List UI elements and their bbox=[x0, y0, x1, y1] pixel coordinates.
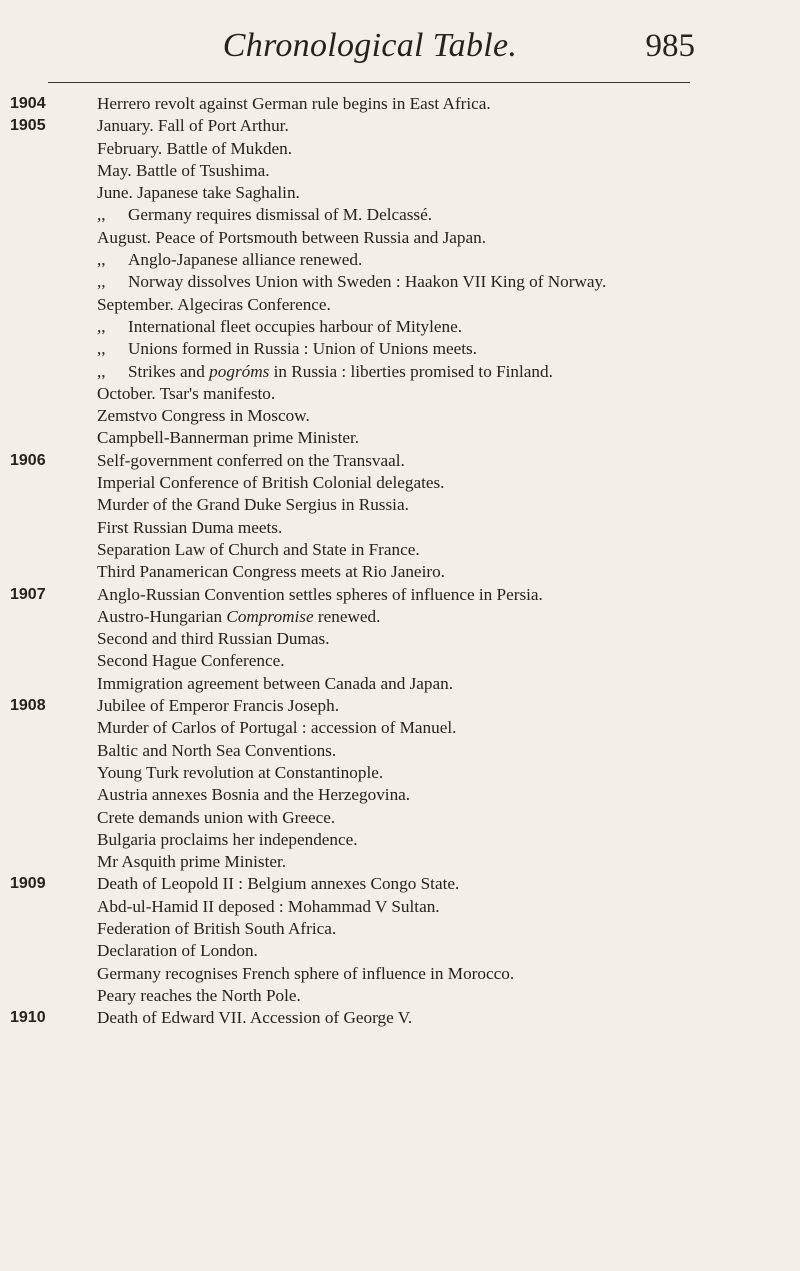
entry-text bbox=[97, 361, 553, 383]
entry-text bbox=[97, 405, 310, 427]
entry-description: Germany recognises French sphere of influence in Morocco. bbox=[97, 963, 515, 983]
entry-description: June. Japanese take Saghalin. bbox=[97, 183, 300, 203]
chronology-entry bbox=[0, 673, 800, 695]
entry-description: Jubilee of Emperor Francis Joseph. bbox=[97, 696, 340, 716]
entry-description: Austria annexes Bosnia and the Herzegovina. bbox=[97, 785, 411, 805]
chronology-entry bbox=[0, 807, 800, 829]
entry-text bbox=[97, 717, 456, 739]
entry-year: 1910 bbox=[10, 1009, 46, 1027]
chronology-entry bbox=[0, 472, 800, 494]
chronology-entry bbox=[0, 517, 800, 539]
entry-text bbox=[97, 182, 300, 204]
entry-text bbox=[97, 427, 359, 449]
page-number: 985 bbox=[645, 28, 695, 64]
entry-description: Anglo-Russian Convention settles spheres of influence in Persia. bbox=[97, 584, 543, 604]
entry-year: 1908 bbox=[10, 697, 46, 715]
entry-description: Murder of Carlos of Portugal : accession of Manuel. bbox=[97, 718, 457, 738]
chronology-entry bbox=[0, 829, 800, 851]
entry-description: August. Peace of Portsmouth between Russia and Japan. bbox=[97, 227, 487, 247]
chronology-entry bbox=[0, 940, 800, 962]
entry-text bbox=[97, 227, 486, 249]
entry-description: Austro-Hungarian Compromise renewed. bbox=[97, 606, 381, 626]
entry-description: Germany requires dismissal of M. Delcassé. bbox=[128, 205, 433, 225]
entry-text bbox=[97, 494, 409, 516]
entry-text bbox=[97, 740, 336, 762]
chronology-entry bbox=[0, 316, 800, 338]
entry-description: Death of Leopold II : Belgium annexes Congo State. bbox=[97, 874, 460, 894]
chronology-entry bbox=[0, 405, 800, 427]
chronology-entry bbox=[0, 338, 800, 360]
entry-text bbox=[97, 784, 410, 806]
entry-text bbox=[97, 338, 477, 360]
entry-description: Mr Asquith prime Minister. bbox=[97, 852, 287, 872]
chronology-entry bbox=[0, 182, 800, 204]
entry-description: Federation of British South Africa. bbox=[97, 918, 337, 938]
entry-description: Second Hague Conference. bbox=[97, 651, 285, 671]
chronology-entry bbox=[0, 717, 800, 739]
chronology-entry bbox=[0, 784, 800, 806]
entry-text bbox=[97, 249, 362, 271]
entry-text bbox=[97, 963, 514, 985]
chronology-entry bbox=[0, 294, 800, 316]
entry-text bbox=[97, 1007, 412, 1029]
entry-text bbox=[97, 650, 285, 672]
entry-text bbox=[97, 873, 459, 895]
entry-description: September. Algeciras Conference. bbox=[97, 294, 331, 314]
chronology-entry bbox=[0, 249, 800, 271]
entry-text bbox=[97, 204, 432, 226]
entry-text bbox=[97, 383, 275, 405]
entry-text bbox=[97, 138, 292, 160]
chronology-entry bbox=[0, 740, 800, 762]
chronology-entry bbox=[0, 115, 800, 137]
chronology-entry bbox=[0, 918, 800, 940]
entry-text bbox=[97, 762, 383, 784]
entry-text bbox=[97, 807, 335, 829]
ditto-mark: ,, bbox=[97, 361, 106, 381]
chronology-entry bbox=[0, 227, 800, 249]
chronology-entry bbox=[0, 695, 800, 717]
ditto-mark: ,, bbox=[97, 250, 106, 270]
entry-description: Crete demands union with Greece. bbox=[97, 807, 336, 827]
entry-description: Separation Law of Church and State in France. bbox=[97, 539, 420, 559]
entry-text bbox=[97, 918, 336, 940]
chronology-list bbox=[0, 93, 800, 1029]
entry-description: Declaration of London. bbox=[97, 941, 258, 961]
chronology-entry bbox=[0, 896, 800, 918]
entry-year: 1905 bbox=[10, 117, 46, 135]
entry-text bbox=[97, 115, 289, 137]
entry-text bbox=[97, 851, 286, 873]
entry-description: February. Battle of Mukden. bbox=[97, 138, 293, 158]
entry-text bbox=[97, 940, 258, 962]
entry-text bbox=[97, 829, 358, 851]
chronology-entry bbox=[0, 963, 800, 985]
entry-text bbox=[97, 896, 440, 918]
chronology-entry bbox=[0, 539, 800, 561]
entry-description: May. Battle of Tsushima. bbox=[97, 160, 270, 180]
entry-text bbox=[97, 985, 301, 1007]
ditto-mark: ,, bbox=[97, 205, 106, 225]
chronology-entry bbox=[0, 138, 800, 160]
entry-text bbox=[97, 472, 444, 494]
entry-text bbox=[97, 93, 491, 115]
entry-description: October. Tsar's manifesto. bbox=[97, 383, 276, 403]
ditto-mark: ,, bbox=[97, 339, 106, 359]
entry-description: Bulgaria proclaims her independence. bbox=[97, 829, 358, 849]
entry-description: Young Turk revolution at Constantinople. bbox=[97, 762, 384, 782]
entry-description: Campbell-Bannerman prime Minister. bbox=[97, 428, 360, 448]
entry-text bbox=[97, 517, 282, 539]
entry-description: January. Fall of Port Arthur. bbox=[97, 116, 289, 136]
chronology-entry bbox=[0, 851, 800, 873]
entry-description: Strikes and pogróms in Russia : liberties promised to Finland. bbox=[128, 361, 553, 381]
entry-text bbox=[97, 294, 331, 316]
entry-text bbox=[97, 628, 330, 650]
chronology-entry bbox=[0, 561, 800, 583]
entry-text bbox=[97, 539, 420, 561]
header-rule bbox=[48, 82, 690, 83]
entry-description: Unions formed in Russia : Union of Unions meets. bbox=[128, 339, 477, 359]
entry-text bbox=[97, 606, 380, 628]
chronology-entry bbox=[0, 361, 800, 383]
entry-description: Murder of the Grand Duke Sergius in Russia. bbox=[97, 495, 409, 515]
entry-year: 1904 bbox=[10, 95, 46, 112]
entry-description: Zemstvo Congress in Moscow. bbox=[97, 406, 310, 426]
entry-description: International fleet occupies harbour of Mitylene. bbox=[128, 316, 463, 336]
entry-description: Herrero revolt against German rule begins in East Africa. bbox=[97, 94, 491, 113]
page-title: Chronological Table. bbox=[222, 27, 518, 64]
chronology-entry bbox=[0, 650, 800, 672]
ditto-mark: ,, bbox=[97, 272, 106, 292]
chronology-entry bbox=[0, 160, 800, 182]
chronology-entry bbox=[0, 873, 800, 895]
chronology-entry bbox=[0, 628, 800, 650]
entry-year: 1907 bbox=[10, 585, 46, 603]
entry-text bbox=[97, 316, 462, 338]
chronology-entry bbox=[0, 450, 800, 472]
chronology-entry bbox=[0, 204, 800, 226]
chronology-entry bbox=[0, 985, 800, 1007]
chronology-entry bbox=[0, 606, 800, 628]
chronology-entry bbox=[0, 584, 800, 606]
entry-description: Immigration agreement between Canada and Japan. bbox=[97, 673, 454, 693]
entry-text bbox=[97, 695, 339, 717]
chronology-entry bbox=[0, 383, 800, 405]
entry-description: Baltic and North Sea Conventions. bbox=[97, 740, 337, 760]
chronology-entry bbox=[0, 93, 800, 115]
entry-year: 1909 bbox=[10, 875, 46, 893]
running-head bbox=[45, 22, 695, 70]
entry-description: Peary reaches the North Pole. bbox=[97, 985, 301, 1005]
ditto-mark: ,, bbox=[97, 316, 106, 336]
entry-year: 1906 bbox=[10, 451, 46, 469]
entry-text bbox=[97, 271, 606, 293]
entry-text bbox=[97, 450, 405, 472]
chronology-entry bbox=[0, 427, 800, 449]
entry-text bbox=[97, 160, 270, 182]
entry-description: Anglo-Japanese alliance renewed. bbox=[128, 250, 363, 270]
entry-description: Death of Edward VII. Accession of George V. bbox=[97, 1008, 413, 1028]
entry-text bbox=[97, 561, 445, 583]
entry-description: Self-government conferred on the Transvaal. bbox=[97, 450, 405, 470]
entry-description: First Russian Duma meets. bbox=[97, 517, 283, 537]
entry-text bbox=[97, 584, 543, 606]
entry-text bbox=[97, 673, 453, 695]
entry-description: Abd-ul-Hamid II deposed : Mohammad V Sultan. bbox=[97, 896, 440, 916]
entry-description: Imperial Conference of British Colonial delegates. bbox=[97, 473, 445, 493]
entry-description: Norway dissolves Union with Sweden : Haakon VII King of Norway. bbox=[128, 272, 607, 292]
entry-description: Second and third Russian Dumas. bbox=[97, 629, 330, 649]
entry-description: Third Panamerican Congress meets at Rio Janeiro. bbox=[97, 562, 445, 582]
chronology-entry bbox=[0, 762, 800, 784]
chronology-entry bbox=[0, 1007, 800, 1029]
chronology-entry bbox=[0, 494, 800, 516]
chronology-entry bbox=[0, 271, 800, 293]
